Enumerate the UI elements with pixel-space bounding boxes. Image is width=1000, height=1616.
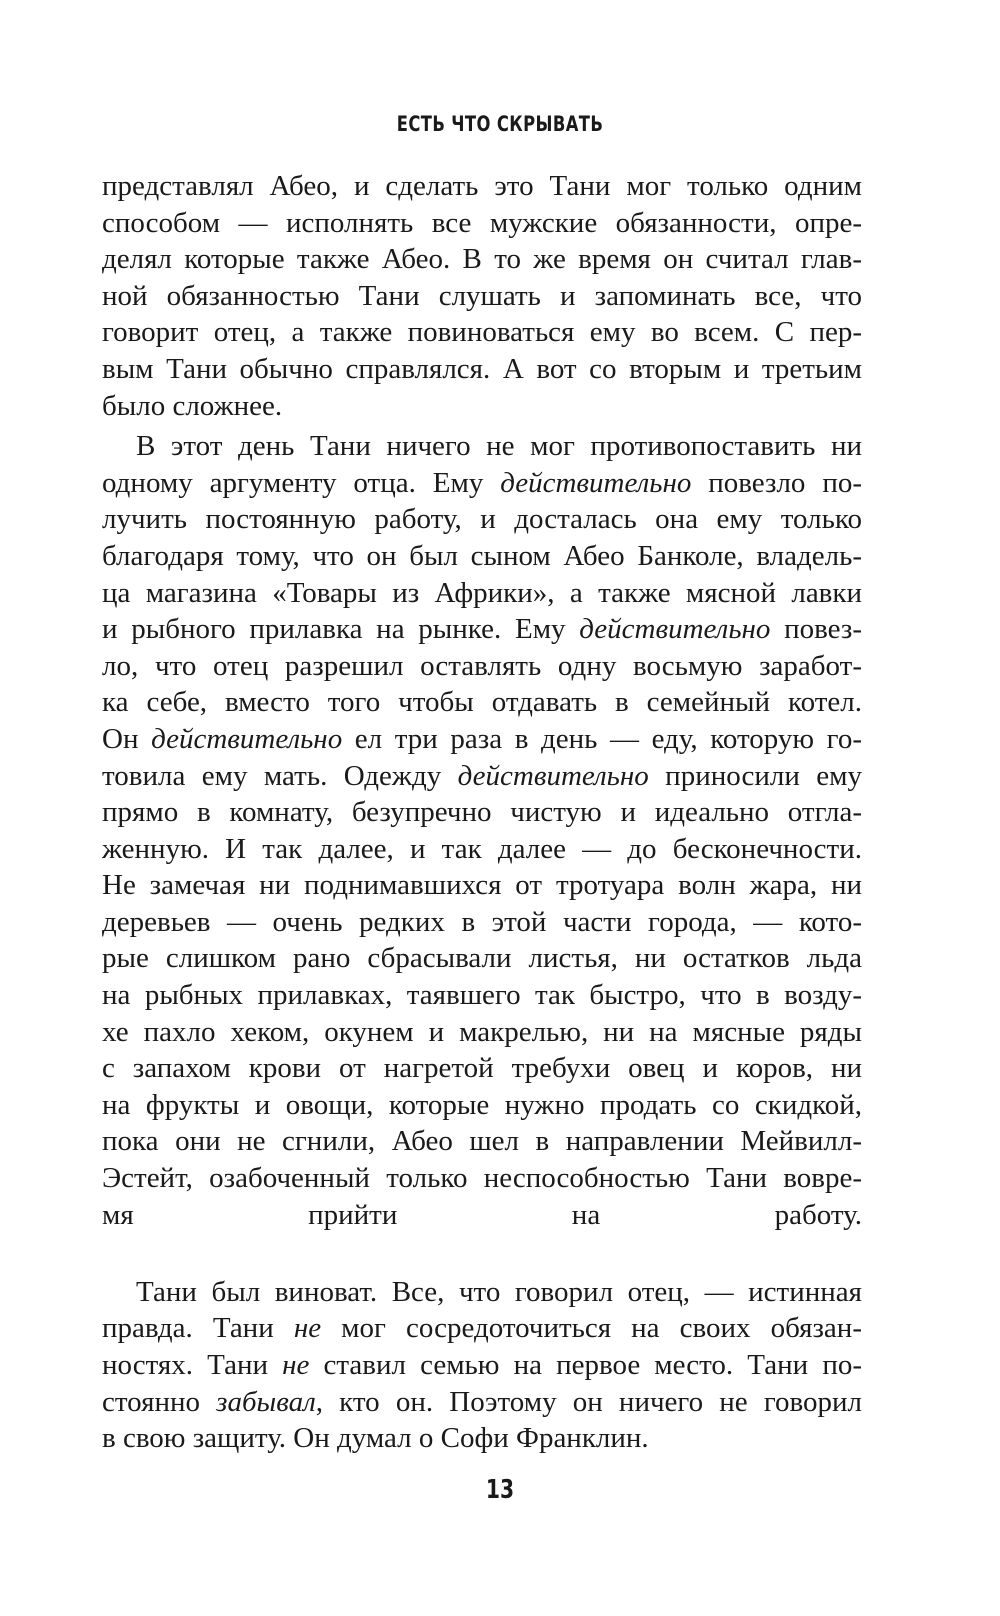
text-line: стоянно забывал, кто он. Поэтому он ничего не говорил	[102, 1385, 862, 1418]
text-line: ностях. Тани не ставил семью на первое место. Тани по-	[102, 1349, 862, 1381]
text-line: говорит отец, а также повиноваться ему во всем. С пер-	[102, 316, 862, 349]
text-line: с запахом крови от нагретой требухи овец и коров, ни	[102, 1052, 862, 1085]
text-line: на фрукты и овощи, которые нужно продать со скидкой,	[102, 1088, 862, 1121]
text-line: представлял Абео, и сделать это Тани мог только одним	[102, 170, 862, 202]
text-line: деревьев — очень редких в этой части города, — кото-	[102, 905, 862, 938]
text-line: одному аргументу отца. Ему действительно повезло по-	[102, 466, 862, 499]
text-line: женную. И так далее, и так далее — до бесконечности.	[102, 832, 862, 865]
text-line: ло, что отец разрешил оставлять одну восьмую заработ-	[102, 649, 862, 682]
text-line: делял которые также Абео. В то же время он считал глав-	[102, 243, 862, 276]
text-line: и рыбного прилавка на рынке. Ему действительно повез-	[102, 613, 862, 646]
paragraph	[102, 1274, 862, 1457]
text-line	[102, 1233, 862, 1270]
text-line: ка себе, вместо того чтобы отдавать в семейный котел.	[102, 686, 862, 719]
text-line: Он действительно ел три раза в день — еду, которую го-	[102, 722, 862, 755]
page-number: 13	[485, 1475, 515, 1505]
text-line: прямо в комнату, безупречно чистую и идеально отгла-	[102, 796, 862, 829]
text-line: Эстейт, озабоченный только неспособностью Тани вовре-	[102, 1162, 862, 1195]
text-line: товила ему мать. Одежду действительно приносили ему	[102, 759, 862, 792]
text-line: благодаря тому, что он был сыном Абео Банколе, владель-	[102, 539, 862, 572]
text-line: было сложнее.	[102, 389, 283, 422]
text-line: лучить постоянную работу, и досталась она ему только	[102, 503, 862, 536]
paragraph	[102, 428, 862, 1270]
text-line: на рыбных прилавках, таявшего так быстро, что в возду-	[102, 979, 862, 1012]
running-head: ЕСТЬ ЧТО СКРЫВАТЬ	[396, 112, 604, 136]
text-line: В этот день Тани ничего не мог противопоставить ни	[136, 430, 862, 463]
text-line: пока они не сгнили, Абео шел в направлении Мейвилл-	[102, 1125, 862, 1158]
text-line: Тани был виноват. Все, что говорил отец, — истинная	[136, 1275, 862, 1308]
text-line: ца магазина «Товары из Африки», а также мясной лавки	[102, 576, 862, 609]
paragraph	[102, 168, 862, 424]
text-line: правда. Тани не мог сосредоточиться на своих обязан-	[102, 1312, 862, 1345]
body-text	[102, 168, 862, 1457]
text-line: ной обязанностью Тани слушать и запоминать все, что	[102, 279, 862, 312]
text-line: рые слишком рано сбрасывали листья, ни остатков льда	[102, 942, 862, 975]
text-line: мя прийти на работу.	[102, 1198, 862, 1231]
text-line: в свою защиту. Он думал о Софи Франклин.	[102, 1422, 649, 1455]
text-line: вым Тани обычно справлялся. А вот со вторым и третьим	[102, 352, 862, 385]
text-line: способом — исполнять все мужские обязанности, опре-	[102, 206, 862, 239]
text-line: хе пахло хеком, окунем и макрелью, ни на мясные ряды	[102, 1015, 862, 1048]
text-line: Не замечая ни поднимавшихся от тротуара волн жара, ни	[102, 869, 862, 902]
